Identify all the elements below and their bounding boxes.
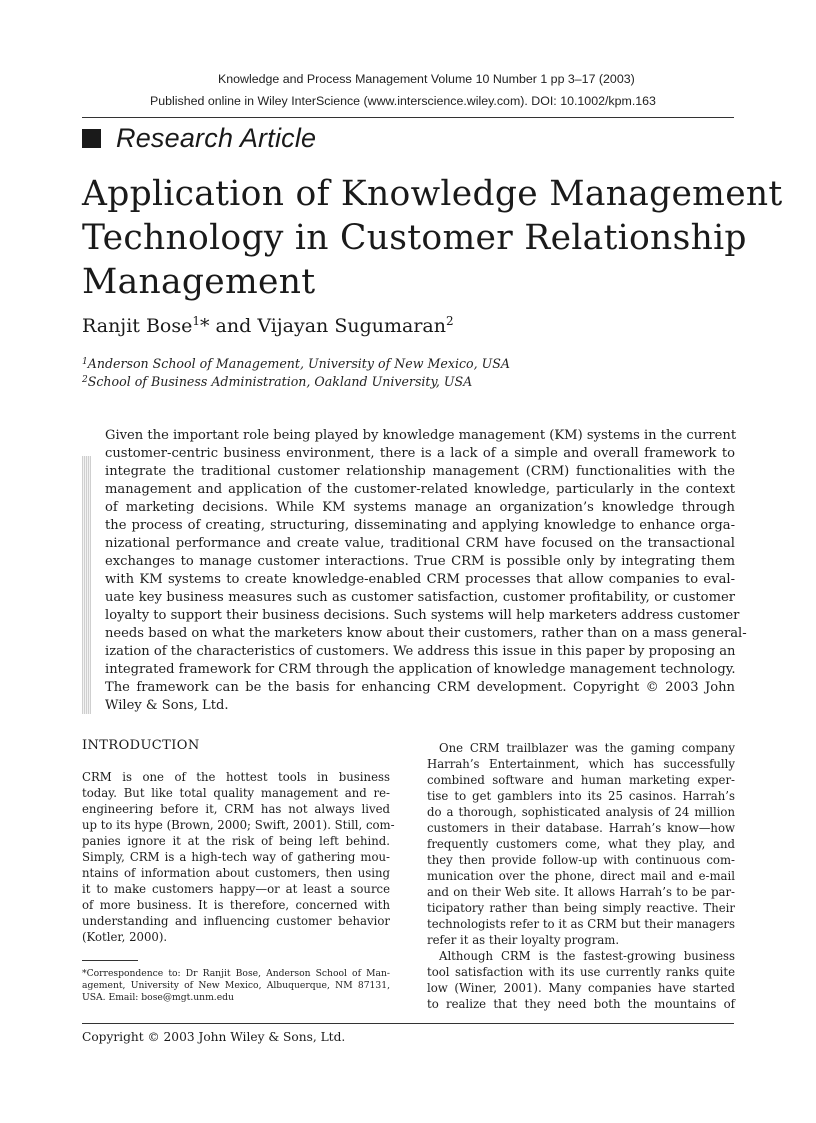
body-line: to realize that they need both the mountains of xyxy=(427,997,735,1011)
author-list xyxy=(82,314,454,337)
affiliation xyxy=(82,374,472,389)
body-line: munication over the phone, direct mail and e-mail xyxy=(427,869,735,883)
body-line: low (Winer, 2001). Many companies have started xyxy=(427,981,735,995)
abstract-line: integrate the traditional customer relationship management (CRM) functionalities with the xyxy=(105,464,735,479)
title-line: Management xyxy=(82,262,316,302)
abstract-line: Given the important role being played by knowledge management (KM) systems in the current xyxy=(105,428,737,443)
body-line: Harrah’s Entertainment, which has successfully xyxy=(427,757,735,771)
abstract-line: the process of creating, structuring, disseminating and applying knowledge to enhance orga- xyxy=(105,518,735,533)
abstract-line: exchanges to manage customer interactions. True CRM is possible only by integrating them xyxy=(105,554,735,569)
body-line: of more business. It is therefore, concerned with xyxy=(82,898,390,912)
body-line: CRM is one of the hottest tools in business xyxy=(82,770,390,784)
abstract-line: ization of the characteristics of customers. We address this issue in this paper by proposing an xyxy=(105,644,736,659)
body-line: technologists refer to it as CRM but their managers xyxy=(427,917,735,931)
affiliation-text: School of Business Administration, Oakland University, USA xyxy=(87,374,473,389)
abstract-line: of marketing decisions. While KM systems manage an organization’s knowledge through xyxy=(105,500,735,515)
article-title xyxy=(82,172,783,304)
affiliation xyxy=(82,356,510,371)
affiliation-mark: 1 xyxy=(82,357,88,367)
body-line: One CRM trailblazer was the gaming company xyxy=(439,741,735,755)
body-line: tise to get gamblers into its 25 casinos. Harrah’s xyxy=(427,789,735,803)
abstract-sidebar-bar xyxy=(82,456,91,714)
title-line: Technology in Customer Relationship xyxy=(82,218,747,258)
body-line: today. But like total quality management and re- xyxy=(82,786,390,800)
affiliation-mark: 2 xyxy=(445,314,454,328)
body-line: it to make customers happy—or at least a source xyxy=(82,882,390,896)
author-name: Ranjit Bose xyxy=(82,315,193,337)
abstract-line: nizational performance and create value, traditional CRM have focused on the transactional xyxy=(105,536,735,551)
footnote-line: *Correspondence to: Dr Ranjit Bose, Anderson School of Man- xyxy=(82,968,390,979)
body-line: refer it as their loyalty program. xyxy=(427,933,620,947)
abstract-line: Wiley & Sons, Ltd. xyxy=(105,698,229,713)
abstract-line: uate key business measures such as customer satisfaction, customer profitability, or customer xyxy=(105,590,735,605)
journal-info-line: Knowledge and Process Management Volume 10 Number 1 pp 3–17 (2003) xyxy=(218,72,635,86)
header-rule xyxy=(82,117,734,118)
square-bullet-icon xyxy=(82,129,101,148)
footnote-line: agement, University of New Mexico, Albuquerque, NM 87131, xyxy=(82,980,390,991)
abstract-line: The framework can be the basis for enhancing CRM development. Copyright © 2003 John xyxy=(105,680,735,695)
section-heading-introduction: INTRODUCTION xyxy=(82,738,200,753)
body-line: and on their Web site. It allows Harrah’s to be par- xyxy=(427,885,735,899)
title-line: Application of Knowledge Management xyxy=(82,174,783,214)
body-line: do a thorough, sophisticated analysis of 24 million xyxy=(427,805,735,819)
affiliation-text: Anderson School of Management, University of New Mexico, USA xyxy=(87,356,510,371)
body-line: frequently customers come, what they play, and xyxy=(427,837,735,851)
body-line: panies ignore it at the risk of being left behind. xyxy=(82,834,390,848)
section-label xyxy=(82,120,316,156)
abstract-line: loyalty to support their business decisions. Such systems will help marketers address customer xyxy=(105,608,740,623)
body-line: Simply, CRM is a high-tech way of gathering mou- xyxy=(82,850,390,864)
section-label-text: Research Article xyxy=(116,122,317,153)
copyright-footer: Copyright © 2003 John Wiley & Sons, Ltd. xyxy=(82,1030,346,1044)
body-line: ticipatory rather than being simply reactive. Their xyxy=(427,901,735,915)
abstract-line: needs based on what the marketers know about their customers, rather than on a mass general- xyxy=(105,626,747,641)
body-line: up to its hype (Brown, 2000; Swift, 2001). Still, com- xyxy=(82,818,395,832)
affiliation-mark: 1 xyxy=(192,314,200,328)
body-line: ntains of information about customers, then using xyxy=(82,866,390,880)
footnote-line: USA. Email: bose@mgt.unm.edu xyxy=(82,992,234,1003)
journal-doi-line: Published online in Wiley InterScience (www.interscience.wiley.com). DOI: 10.1002/kpm.163 xyxy=(150,94,656,108)
body-line: they then provide follow-up with continuous com- xyxy=(427,853,735,867)
body-line: customers in their database. Harrah’s know—how xyxy=(427,821,735,835)
body-line: Although CRM is the fastest-growing business xyxy=(439,949,735,963)
abstract-line: integrated framework for CRM through the application of knowledge management technology. xyxy=(105,662,736,677)
abstract-line: customer-centric business environment, there is a lack of a simple and overall framework to xyxy=(105,446,735,461)
corresponding-mark: * xyxy=(200,315,210,337)
body-line: understanding and influencing customer behavior xyxy=(82,914,390,928)
abstract-line: with KM systems to create knowledge-enabled CRM processes that allow companies to eval- xyxy=(105,572,735,587)
footnote-rule xyxy=(82,960,138,961)
author-conjunction: and xyxy=(209,315,258,337)
footer-rule xyxy=(82,1023,734,1024)
body-line: tool satisfaction with its use currently ranks quite xyxy=(427,965,735,979)
body-line: combined software and human marketing exper- xyxy=(427,773,735,787)
abstract-line: management and application of the customer-related knowledge, particularly in the context xyxy=(105,482,735,497)
author-name: Vijayan Sugumaran xyxy=(257,315,446,337)
body-line: (Kotler, 2000). xyxy=(82,930,168,944)
affiliation-mark: 2 xyxy=(82,375,88,385)
body-line: engineering before it, CRM has not always lived xyxy=(82,802,390,816)
